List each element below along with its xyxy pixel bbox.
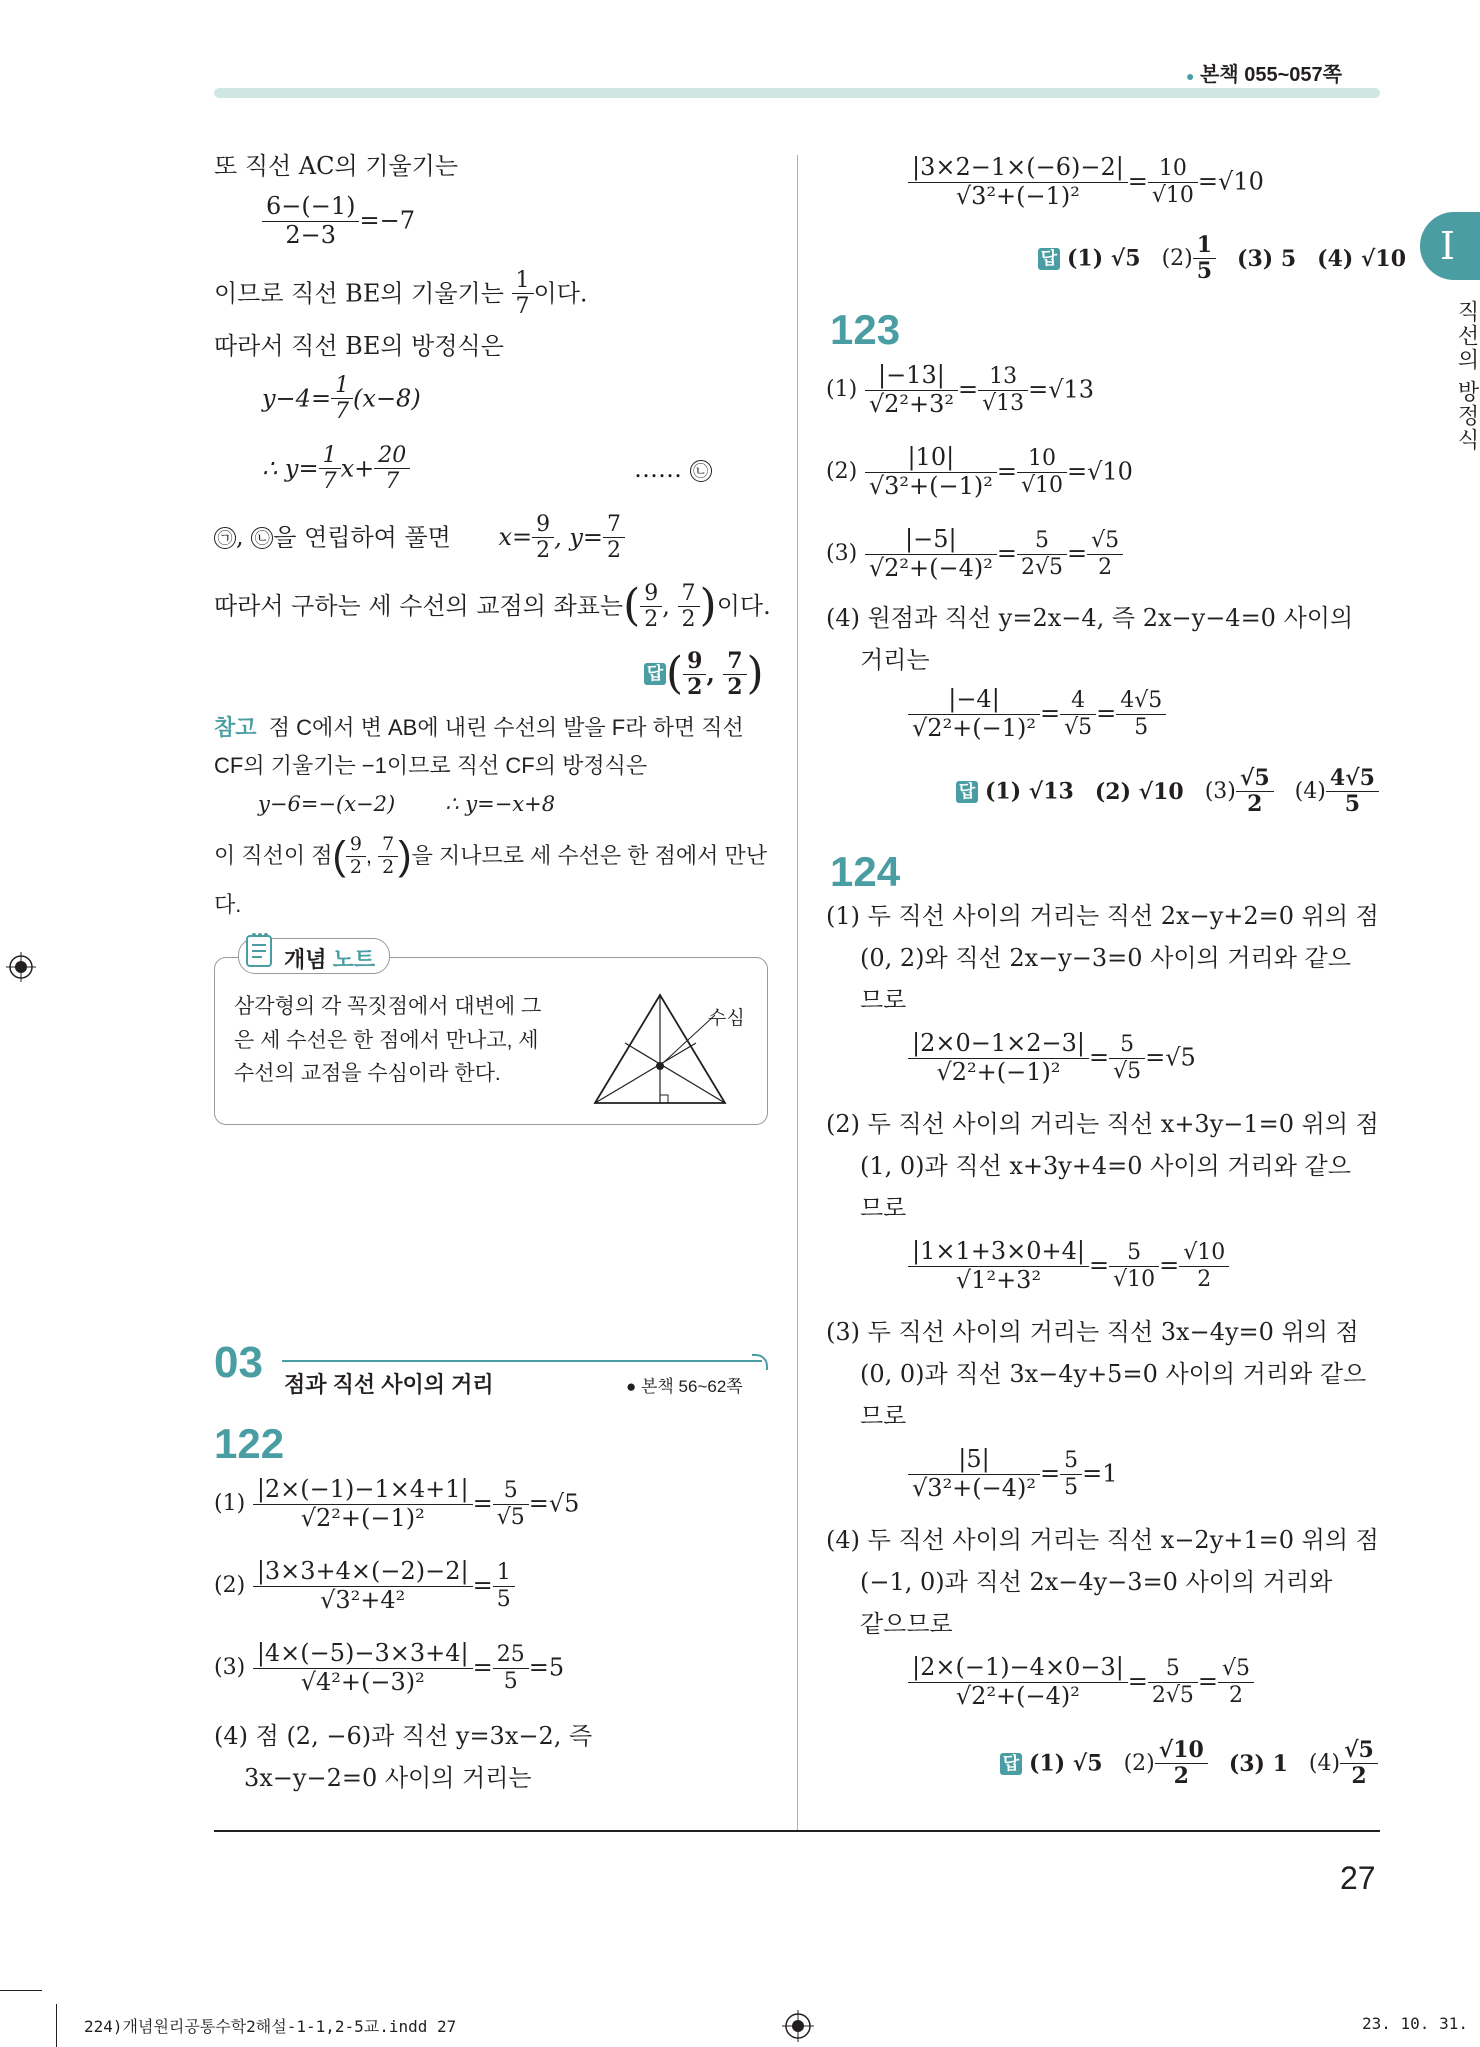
q122-4-line1: (4) 점 (2, −6)과 직선 y=3x−2, 즉 <box>214 1722 593 1750</box>
q124-2-eq: $\frac{|1\times 1+3\times 0+4|}{\text{√1²+3²}}$ = $\frac{5}{√10}$ = $\frac{√10}{2}$ <box>908 1238 1229 1294</box>
q123-3: (3) $\frac{|-5|}{\text{√2²+(−4)²}}$ = $\frac{5}{2√5}$ = $\frac{√5}{2}$ <box>826 526 1123 582</box>
q124-3-line1: (3) 두 직선 사이의 거리는 직선 3x−4y=0 위의 점 <box>826 1318 1359 1346</box>
q124-2-line1: (2) 두 직선 사이의 거리는 직선 x+3y−1=0 위의 점 <box>826 1110 1379 1138</box>
q124-2-line3: 므로 <box>860 1194 907 1222</box>
bottom-rule <box>214 1830 1380 1832</box>
right-top-eq: $\frac{|3\times 2-1\times(-6)-2|}{\text{√3²+(−1)²}}$ = $\frac{10}{√10}$ =√10 <box>908 154 1264 210</box>
q123-4-line2: 거리는 <box>860 646 930 674</box>
footer-date: 23. 10. 31. <box>1362 2014 1468 2033</box>
chapter-roman: I <box>1440 224 1456 268</box>
ref-line4: 이 직선이 점( $\frac{9}{2}$ , $\frac{7}{2}$ )을 지나므로 세 수선은 한 점에서 만난 <box>214 832 768 878</box>
left-f1: $\frac{6-(-1)}{2-3}$ =−7 <box>262 193 415 249</box>
chapter-tab <box>1420 212 1480 280</box>
problem-124-number: 124 <box>830 848 901 895</box>
ref-line5: 다. <box>214 892 242 917</box>
answer-124: 답 (1) √5 (2) $\frac{√10}{2}$ (3) 1 (4) $\frac{√5}{2}$ <box>1000 1738 1378 1790</box>
crop-mark-v <box>56 2004 57 2047</box>
left-eq2-marker: …… ㉡ <box>634 455 712 484</box>
section-rule-curve <box>752 1354 768 1370</box>
q122-3: (3) $\frac{|4\times(-5)-3\times 3+4|}{\text{√4²+(−3)²}}$ = $\frac{25}{5}$ =5 <box>214 1639 565 1696</box>
left-eq1: y−4= $\frac{1}{7}$ (x−8) <box>262 373 421 425</box>
registration-mark-bottom <box>782 2010 814 2042</box>
left-answer: 답( $\frac{9}{2}$ , $\frac{7}{2}$ ) <box>644 648 764 701</box>
q123-2: (2) $\frac{|10|}{\text{√3²+(−1)²}}$ = $\frac{10}{√10}$ =√10 <box>826 443 1133 500</box>
section-title: 점과 직선 사이의 거리 <box>284 1372 494 1397</box>
q124-1-line1: (1) 두 직선 사이의 거리는 직선 2x−y+2=0 위의 점 <box>826 902 1379 930</box>
page-number: 27 <box>1340 1860 1376 1896</box>
q124-3-eq: $\frac{|5|}{\text{√3²+(−4)²}}$ = $\frac{5}{5}$ =1 <box>908 1446 1118 1502</box>
q124-1-line3: 므로 <box>860 986 907 1014</box>
left-p3: 따라서 직선 BE의 방정식은 <box>214 332 504 360</box>
concept-note-title: 개념 노트 <box>284 947 376 972</box>
left-eq2: ∴ y= $\frac{1}{7}$ x+ $\frac{20}{7}$ <box>262 443 410 495</box>
q124-3-line3: 므로 <box>860 1402 907 1430</box>
right-top-answer: 답 (1) √5 (2) $\frac{1}{5}$ (3) 5 (4) √10 <box>1038 233 1406 285</box>
left-p5: 따라서 구하는 세 수선의 교점의 좌표는( $\frac{9}{2}$ , $\frac{7}{2}$ )이다. <box>214 580 771 632</box>
q124-4-line2: (−1, 0)과 직선 2x−4y−3=0 사이의 거리와 <box>860 1568 1333 1596</box>
q124-1-line2: (0, 2)와 직선 2x−y−3=0 사이의 거리와 같으 <box>860 944 1351 972</box>
note-icon <box>244 930 276 970</box>
q122-2: (2) $\frac{|3\times 3+4\times(-2)-2|}{\text{√3²+4²}}$ = $\frac{1}{5}$ <box>214 1558 515 1614</box>
problem-122-number: 122 <box>214 1420 285 1467</box>
orthocenter-label: 수심 <box>708 1008 745 1029</box>
crop-mark-h <box>0 1990 42 1991</box>
ref-line2: CF의 기울기는 −1이므로 직선 CF의 방정식은 <box>214 753 648 778</box>
q123-4-line1: (4) 원점과 직선 y=2x−4, 즉 2x−y−4=0 사이의 <box>826 604 1354 632</box>
q124-2-line2: (1, 0)과 직선 x+3y+4=0 사이의 거리와 같으 <box>860 1152 1351 1180</box>
left-p2: 이므로 직선 BE의 기울기는 $\frac{1}{7}$ 이다. <box>214 268 588 320</box>
registration-mark-left <box>6 952 36 982</box>
q124-4-line3: 같으므로 <box>860 1610 953 1638</box>
q123-1: (1) $\frac{|-13|}{\text{√2²+3²}}$ = $\frac{13}{√13}$ =√13 <box>826 361 1095 418</box>
chapter-title: 직선의 방정식 <box>1455 300 1480 453</box>
left-p4: ㉠ , ㉡ 을 연립하여 풀면 x= $\frac{9}{2}$ , y= $\frac{7}{2}$ <box>214 512 625 564</box>
footer-file: 224)개념원리공통수학2해설-1-1,2-5교.indd 27 <box>84 2017 457 2036</box>
q122-1: (1) $\frac{|2\times(-1)-1\times 4+1|}{\text{√2²+(−1)²}}$ = $\frac{5}{√5}$ =√5 <box>214 1475 580 1532</box>
answer-123: 답 (1) √13 (2) √10 (3) $\frac{√5}{2}$ (4) $\frac{4√5}{5}$ <box>956 766 1379 818</box>
left-p1: 또 직선 AC의 기울기는 <box>214 152 459 180</box>
q122-4-line2: 3x−y−2=0 사이의 거리는 <box>244 1764 532 1792</box>
section-number: 03 <box>214 1338 263 1387</box>
header-book-ref: ● 본책 055~057쪽 <box>1186 64 1342 86</box>
section-header <box>214 1338 263 1388</box>
q123-4-eq: $\frac{|-4|}{\text{√2²+(−1)²}}$ = $\frac{4}{√5}$ = $\frac{4√5}{5}$ <box>908 686 1166 742</box>
header-bar <box>214 88 1380 98</box>
section-rule <box>282 1360 762 1362</box>
column-divider <box>797 155 798 1830</box>
problem-123-number: 123 <box>830 306 901 353</box>
q124-3-line2: (0, 0)과 직선 3x−4y+5=0 사이의 거리와 같으 <box>860 1360 1367 1388</box>
ref-line1: 참고 점 C에서 변 AB에 내린 수선의 발을 F라 하면 직선 <box>214 715 744 740</box>
ref-line3: y−6=−(x−2) ∴ y=−x+8 <box>258 792 556 816</box>
q124-4-eq: $\frac{|2\times(-1)-4\times 0-3|}{\text{√2²+(−4)²}}$ = $\frac{5}{2√5}$ = $\frac{√5}{2}$ <box>908 1654 1254 1710</box>
concept-note-text: 삼각형의 각 꼭짓점에서 대변에 그 은 세 수선은 한 점에서 만나고, 세 수선의 교점을 수심이라 한다. <box>234 995 542 1086</box>
q124-1-eq: $\frac{|2\times 0-1\times 2-3|}{\text{√2²+(−1)²}}$ = $\frac{5}{√5}$ =√5 <box>908 1030 1196 1086</box>
section-book-ref: ● 본책 56~62쪽 <box>626 1377 743 1396</box>
q124-4-line1: (4) 두 직선 사이의 거리는 직선 x−2y+1=0 위의 점 <box>826 1526 1379 1554</box>
